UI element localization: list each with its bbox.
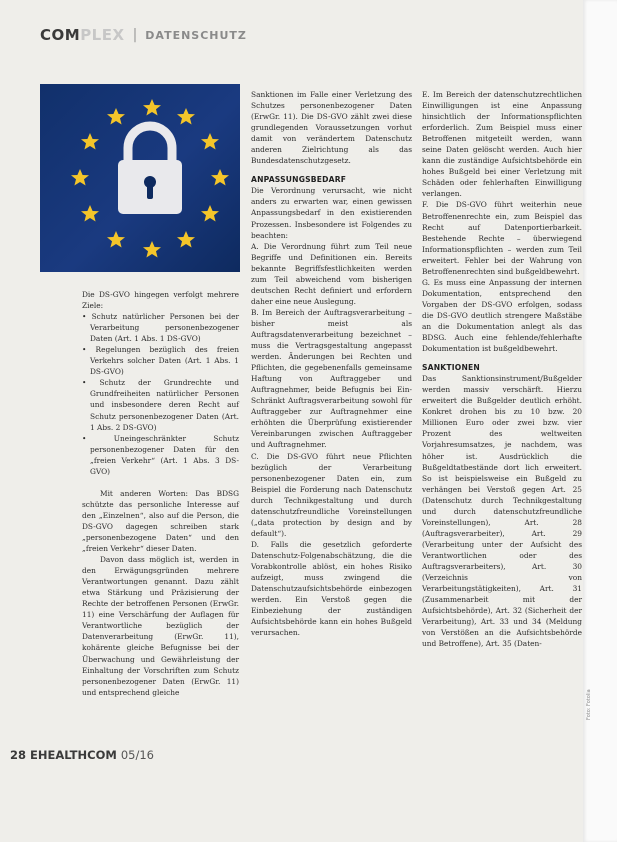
padlock-icon bbox=[118, 126, 182, 214]
star-icon bbox=[107, 231, 125, 248]
magazine-name: EHEALTHCOM bbox=[30, 748, 117, 762]
star-icon bbox=[177, 108, 195, 125]
star-icon bbox=[143, 99, 161, 116]
star-icon bbox=[71, 169, 89, 186]
masthead-separator: | bbox=[132, 27, 138, 43]
bullet-item: • Schutz der Grundrechte und Grundfreiheiten natürlicher Personen und insbesondere deren Recht auf Schutz personenbezogener Daten (Art. 1 Abs. 2 DS-GVO) bbox=[82, 378, 239, 432]
star-icon bbox=[81, 133, 99, 150]
list-item-a: A. Die Verordnung führt zum Teil neue Begriffe und Definitionen ein. Bereits bekannte Begriffsfestlichkeiten werden zum Teil abweichend vom bisherigen deutschen Recht definiert und erfordern daher eine neue Auslegung. bbox=[251, 241, 412, 306]
bullet-item: • Regelungen bezüglich des freien Verkehrs solcher Daten (Art. 1 Abs. 1 DS-GVO) bbox=[82, 345, 239, 377]
star-icon bbox=[107, 108, 125, 125]
text-column-1 bbox=[82, 289, 239, 698]
masthead bbox=[40, 26, 247, 44]
list-item-c: C. Die DS-GVO führt neue Pflichten bezüglich der Verarbeitung personenbezogener Daten ein, zum Beispiel die Forderung nach Datenschutz durch Technikgestaltung und durch datenschutzfreundliche Voreinstellungen („data protection by design and by default“). bbox=[251, 451, 412, 538]
paragraph: Davon dass möglich ist, werden in den Erwägungsgründen mehrere Verantwortungen genannt. Dazu zählt etwa Stärkung und Präzisierung der Rechte der betroffenen Personen (ErwGr. 11) eine Verschärfung der Auflagen für Verantwortliche bezüglich der Datenverarbeitung (ErwGr. 11), kohärente gleiche Befugnisse bei der Überwachung und Gewährleistung der Einhaltung der Vorschriften zum Schutz personenbezogener Daten (ErwGr. 11) und entsprechend gleiche bbox=[82, 555, 239, 697]
eu-flag-lock-image bbox=[40, 84, 240, 272]
list-item-d: D. Falls die gesetzlich geforderte Datenschutz-Folgenabschätzung, die die Vorabkontrolle ablöst, ein hohes Risiko aufzeigt, muss zwingend die Datenschutzaufsichtsbehörde einbezogen werden. Ein Verstoß gegen die Einbeziehung der zuständigen Aufsichtsbehörde kann ein hohes Bußgeld verursachen. bbox=[251, 539, 412, 638]
bullet-item: • Uneingeschränkter Schutz personenbezogener Daten für den „freien Verkehr“ (Art. 1 Abs. 3 DS-GVO) bbox=[82, 433, 239, 476]
brand-logo: COMPLEX bbox=[40, 26, 125, 44]
bullet-item: • Schutz natürlicher Personen bei der Verarbeitung personenbezogener Daten (Art. 1 Abs. 1 DS-GVO) bbox=[82, 312, 239, 344]
list-item-g: G. Es muss eine Anpassung der internen Dokumentation, entsprechend den Vorgaben der DS-GVO erfolgen, sodass die DS-GVO deutlich strengere Maßstäbe an die Dokumentation anlegt als das BDSG. Auch eine fehlende/fehlerhafte Dokumentation ist bußgeldbewehrt. bbox=[422, 277, 582, 354]
paragraph: Mit anderen Worten: Das BDSG schützte das personliche Interesse auf den „Einzelnen“, also auf die Person, die DS-GVO dagegen schreiben stark „personenbezogene Daten“ und den „freien Verkehr“ dieser Daten. bbox=[82, 488, 239, 554]
paragraph: Die Verordnung verursacht, wie nicht anders zu erwarten war, einen gewissen Anpassungsbedarf in den existierenden Prozessen. Insbesondere ist Folgendes zu beachten: bbox=[251, 186, 412, 240]
list-item-b: B. Im Bereich der Auftragsverarbeitung – bisher meist als Auftragsdatenverarbeitung bezeichnet – muss die Vertragsgestaltung angepasst werden. Änderungen bei Rechten und Pflichten, die gegebenenfalls gemeinsame Haftung von Auftraggeber und Auftragnehmer, beide Befugnis bei Ein-Schränkt Auftragsverarbeitung sowohl für Auftraggeber zur Auftragnehmer eine erhöhten die Überprüfung existierender Vereinbarungen zwischen Auftraggeber und Auftragnehmer. bbox=[251, 307, 412, 450]
star-icon bbox=[201, 133, 219, 150]
star-icon bbox=[177, 231, 195, 248]
photo-credit: Foto: Fotolia bbox=[586, 689, 592, 720]
text-column-2 bbox=[251, 89, 412, 638]
page-footer bbox=[10, 748, 154, 762]
issue-number: 05/16 bbox=[120, 748, 154, 762]
section-title: DATENSCHUTZ bbox=[145, 28, 247, 42]
star-icon bbox=[81, 205, 99, 222]
star-icon bbox=[143, 241, 161, 258]
star-icon bbox=[211, 169, 229, 186]
subheading-sanktionen: SANKTIONEN bbox=[422, 363, 480, 373]
eu-flag-lock-illustration bbox=[40, 84, 240, 272]
paragraph: Sanktionen im Falle einer Verletzung des Schutzes personenbezogener Daten (ErwGr. 11). Die DS-GVO zählt zwei diese grundlegenden Voraussetzungen vorhut damit von verändertem Datenschutz anderen Zielrichtung als das Bundesdatenschutzgesetz. bbox=[251, 90, 412, 166]
page-number: 28 bbox=[10, 748, 27, 762]
star-icon bbox=[201, 205, 219, 222]
paragraph: Das Sanktionsinstrument/Bußgelder werden massiv verschärft. Hierzu erweitert die Bußgelder deutlich erhöht. Konkret drohen bis zu 10 bzw. 20 Millionen Euro oder zwei bzw. vier Prozent des weltweiten Vorjahresumsatzes, je nachdem, was höher ist. Ausdrücklich die Bußgeldtatbestände dort lich erweitert. So ist beispielsweise ein Bußgeld zu verhängen bei Verstoß gegen Art. 25 (Datenschutz durch Technikgestaltung und durch datenschutzfreundliche Voreinstellungen), Art. 28 (Auftragsverarbeiter), Art. 29 (Verarbeitung unter der Aufsicht des Verantwortlichen oder des Auftragsverarbeiters), Art. 30 (Verzeichnis von Verarbeitungstätigkeiten), Art. 31 (Zusammenarbeit mit der Aufsichtsbehörde), Art. 32 (Sicherheit der Verarbeitung), Art. 33 und 34 (Meldung von Verstößen an die Aufsichtsbehörde und Betroffene), Art. 35 (Daten- bbox=[422, 374, 582, 649]
list-item-e: E. Im Bereich der datenschutzrechtlichen Einwilligungen ist eine Anpassung hinsichtlich der Informationspflichten erforderlich. Zum Beispiel muss einer Betroffenen mitgeteilt werden, wann seine Daten gelöscht werden. Auch hier kann die zuständige Aufsichtsbehörde ein hohes Bußgeld bei einer Verletzung mit Schäden oder fehlerhaften Einwilligung verlangen. bbox=[422, 90, 582, 199]
text-column-3 bbox=[422, 89, 582, 649]
paragraph: Die DS-GVO hingegen verfolgt mehrere Ziele: bbox=[82, 290, 239, 311]
list-item-f: F. Die DS-GVO führt weiterhin neue Betroffenenrechte ein, zum Beispiel das Recht auf Datenportierbarkeit. Bestehende Rechte – überwiegend Informationspflichten – werden zum Teil erweitert. Fehler bei der Wahrung von Betroffenenrechten sind bußgeldbewehrt. bbox=[422, 200, 582, 276]
subheading-anpassungsbedarf: ANPASSUNGSBEDARF bbox=[251, 175, 347, 185]
